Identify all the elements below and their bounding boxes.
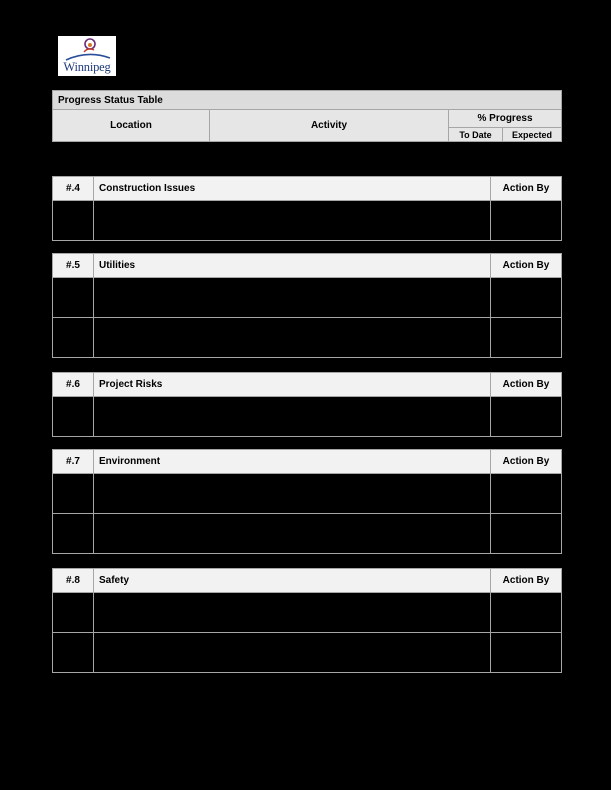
row-action-cell[interactable] (491, 514, 562, 554)
section-environment (52, 449, 562, 554)
section-project-risks (52, 372, 562, 437)
row-number-cell[interactable] (53, 397, 94, 437)
section-title: Utilities (94, 254, 491, 278)
row-action-cell[interactable] (491, 278, 562, 318)
row-action-cell[interactable] (491, 474, 562, 514)
table-row (53, 397, 562, 437)
section-title: Environment (94, 450, 491, 474)
progress-header: % Progress (449, 110, 562, 128)
row-action-cell[interactable] (491, 318, 562, 358)
table-row (53, 278, 562, 318)
row-action-cell[interactable] (491, 633, 562, 673)
location-header: Location (53, 110, 210, 142)
row-number-cell[interactable] (53, 318, 94, 358)
section-title: Safety (94, 569, 491, 593)
table-row (53, 201, 562, 241)
row-description-cell[interactable] (94, 278, 491, 318)
table-row (53, 633, 562, 673)
section-number: #.6 (53, 373, 94, 397)
to-date-header: To Date (449, 128, 503, 142)
action-by-header: Action By (491, 177, 562, 201)
row-action-cell[interactable] (491, 201, 562, 241)
action-by-header: Action By (491, 254, 562, 278)
action-by-header: Action By (491, 569, 562, 593)
row-number-cell[interactable] (53, 633, 94, 673)
action-by-header: Action By (491, 450, 562, 474)
progress-table-title: Progress Status Table (53, 91, 562, 110)
row-number-cell[interactable] (53, 278, 94, 318)
row-description-cell[interactable] (94, 201, 491, 241)
row-number-cell[interactable] (53, 201, 94, 241)
expected-header: Expected (503, 128, 562, 142)
row-description-cell[interactable] (94, 397, 491, 437)
row-description-cell[interactable] (94, 514, 491, 554)
row-number-cell[interactable] (53, 514, 94, 554)
logo-wordmark: Winnipeg (63, 60, 111, 74)
section-title: Construction Issues (94, 177, 491, 201)
winnipeg-logo (58, 36, 116, 76)
row-description-cell[interactable] (94, 593, 491, 633)
section-construction-issues (52, 176, 562, 241)
table-row (53, 593, 562, 633)
section-safety (52, 568, 562, 673)
section-utilities (52, 253, 562, 358)
table-row (53, 474, 562, 514)
section-number: #.8 (53, 569, 94, 593)
section-number: #.7 (53, 450, 94, 474)
action-by-header: Action By (491, 373, 562, 397)
row-description-cell[interactable] (94, 633, 491, 673)
section-number: #.4 (53, 177, 94, 201)
section-title: Project Risks (94, 373, 491, 397)
progress-status-table (52, 90, 562, 142)
row-action-cell[interactable] (491, 397, 562, 437)
table-row (53, 514, 562, 554)
row-action-cell[interactable] (491, 593, 562, 633)
table-row (53, 318, 562, 358)
row-description-cell[interactable] (94, 318, 491, 358)
activity-header: Activity (210, 110, 449, 142)
row-description-cell[interactable] (94, 474, 491, 514)
row-number-cell[interactable] (53, 593, 94, 633)
row-number-cell[interactable] (53, 474, 94, 514)
section-number: #.5 (53, 254, 94, 278)
